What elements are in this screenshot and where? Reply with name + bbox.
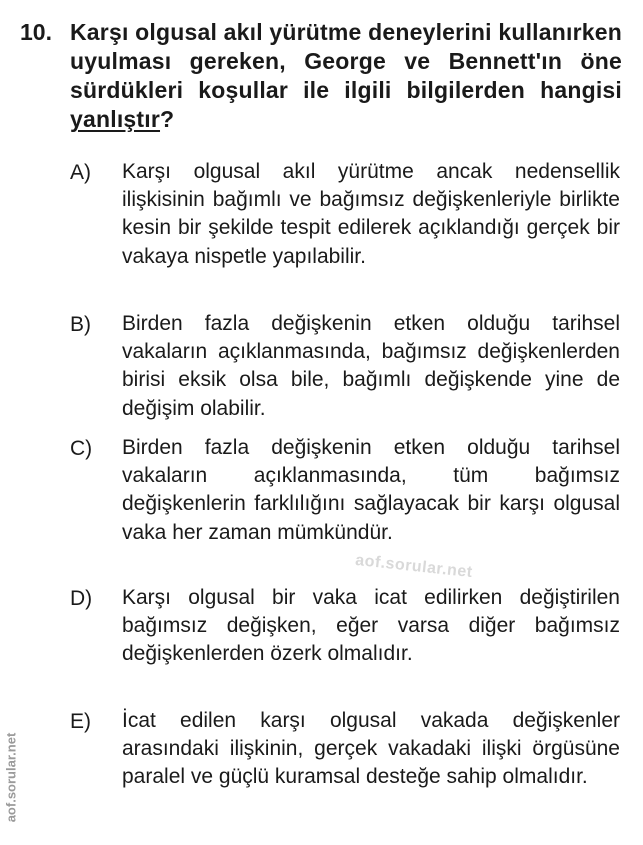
watermark-side: aof.sorular.net <box>3 732 19 823</box>
option-letter: B) <box>70 313 91 336</box>
option-text: İcat edilen karşı olgusal vakada değişkenler arasındaki ilişkinin, gerçek vakadaki ilişki örgüsüne paralel ve güçlü kuramsal desteğe sahip olmalıdır. <box>122 709 620 789</box>
question-stem-end: ? <box>160 106 175 132</box>
question-number: 10. <box>20 19 52 45</box>
option-text: Birden fazla değişkenin etken olduğu tarihsel vakaların açıklanmasında, tüm bağımsız değişkenlerin farklılığını sağlayacak bir karşı olgusal vaka her zaman mümkündür. <box>122 436 620 544</box>
question-stem-emphasis: yanlıştır <box>70 106 161 132</box>
option-c[interactable] <box>70 434 620 547</box>
option-text: Karşı olgusal akıl yürütme ancak nedensellik ilişkisinin bağımlı ve bağımsız değişkenleriyle birlikte kesin bir şekilde tespit edilerek açıklandığı gerçek bir vakaya nispetle yapılabilir. <box>122 160 620 268</box>
option-letter: A) <box>70 161 91 184</box>
question-stem <box>70 18 622 134</box>
option-text: Birden fazla değişkenin etken olduğu tarihsel vakaların açıklanmasında, bağımsız değişkenlerden birisi eksik olsa bile, bağımlı değişkende yine de değişim olabilir. <box>122 312 620 420</box>
watermark-center: aof.sorular.net <box>354 551 474 582</box>
option-b[interactable] <box>70 310 620 423</box>
option-a[interactable] <box>70 158 620 271</box>
option-e[interactable] <box>70 707 620 792</box>
option-text: Karşı olgusal bir vaka icat edilirken değiştirilen bağımsız değişken, eğer varsa diğer bağımsız değişkenlerden özerk olmalıdır. <box>122 586 620 666</box>
option-letter: C) <box>70 437 93 460</box>
option-letter: D) <box>70 587 93 610</box>
option-letter: E) <box>70 710 91 733</box>
option-d[interactable] <box>70 584 620 669</box>
question-stem-text: Karşı olgusal akıl yürütme deneylerini kullanırken uyulması gereken, George ve Bennett'ın öne sürdükleri koşullar ile ilgili bilgilerden hangisi <box>70 19 622 103</box>
